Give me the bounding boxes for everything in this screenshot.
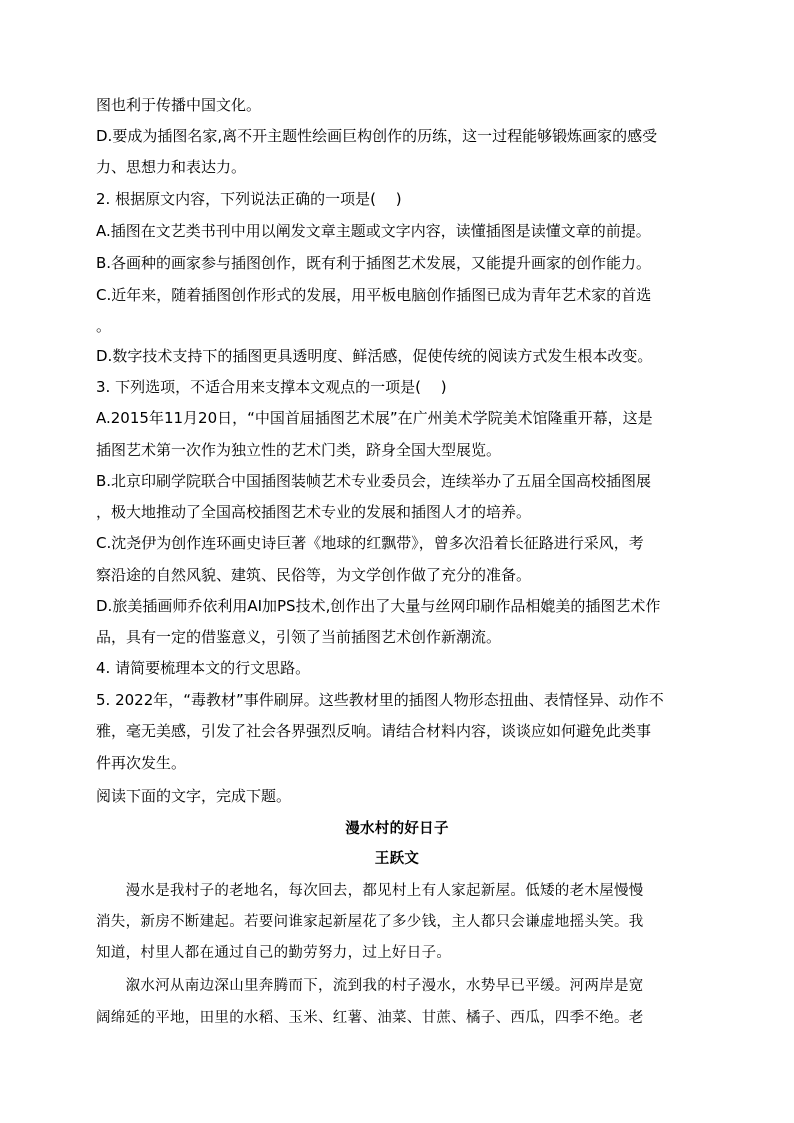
question-4: 4. 请简要梳理本文的行文思路。 [96, 659, 311, 677]
option-a: A.插图在文艺类书刊中用以阐发文章主题或文字内容，读懂插图是读懂文章的前提。 [96, 222, 651, 240]
story-line: 阔绵延的平地，田里的水稻、玉米、红薯、油菜、甘蔗、橘子、西瓜，四季不绝。老 [96, 1010, 644, 1026]
option-d: D.旅美插画师乔依利用AI加PS技术,创作出了大量与丝网印刷作品相媲美的插图艺术作 [96, 597, 661, 615]
story-line: 漫水是我村子的老地名，每次回去，都见村上有人家起新屋。低矮的老木屋慢慢 [96, 883, 644, 899]
story-line: 消失，新房不断建起。若要问谁家起新屋花了多少钱，主人都只会谦虚地摇头笑。我 [96, 914, 644, 930]
question-5: 5. 2022年，“毒教材”事件刷屏。这些教材里的插图人物形态扭曲、表情怪异、动作不 [96, 691, 664, 709]
option-d: D.数字技术支持下的插图更具透明度、鲜活感，促使传统的阅读方式发生根本改变。 [96, 347, 653, 365]
story-line: 知道，村里人都在通过自己的勤劳努力，过上好日子。 [96, 945, 452, 961]
text-line: 力、思想力和表达力。 [96, 158, 247, 176]
text-line: ，极大地推动了全国高校插图艺术专业的发展和插图人才的培养。 [96, 503, 532, 521]
text-line: 。 [96, 317, 112, 335]
option-c: C.沈尧伊为创作连环画史诗巨著《地球的红飘带》，曾多次沿着长征路进行采风，考 [96, 534, 644, 552]
story-author: 王跃文 [374, 850, 420, 867]
text-line: 品，具有一定的借鉴意义，引领了当前插图艺术创作新潮流。 [96, 628, 502, 646]
option-b: B.各画种的画家参与插图创作，既有利于插图艺术发展，又能提升画家的创作能力。 [96, 254, 652, 272]
option-b: B.北京印刷学院联合中国插图装帧艺术专业委员会，连续举办了五届全国高校插图展 [96, 472, 652, 490]
question-3: 3. 下列选项，不适合用来支撑本文观点的一项是( ) [96, 378, 447, 396]
question-2: 2. 根据原文内容，下列说法正确的一项是( ) [96, 190, 402, 208]
text-line: D.要成为插图名家,离不开主题性绘画巨构创作的历练，这一过程能够锻炼画家的感受 [96, 127, 658, 145]
text-line: 插图艺术第一次作为独立性的艺术门类，跻身全国大型展览。 [96, 441, 502, 459]
option-c: C.近年来，随着插图创作形式的发展，用平板电脑创作插图已成为青年艺术家的首选 [96, 286, 652, 304]
text-line: 雅，毫无美感，引发了社会各界强烈反响。请结合材料内容，谈谈应如何避免此类事 [96, 722, 652, 740]
text-line: 件再次发生。 [96, 754, 187, 772]
story-line: 溆水河从南边深山里奔腾而下，流到我的村子漫水，水势早已平缓。河两岸是宽 [96, 978, 644, 994]
story-title: 漫水村的好日子 [345, 820, 449, 837]
option-a: A.2015年11月20日，“中国首届插图艺术展”在广州美术学院美术馆隆重开幕，这是 [96, 409, 653, 427]
text-line: 图也利于传播中国文化。 [96, 96, 262, 114]
text-line: 察沿途的自然风貌、建筑、民俗等，为文学创作做了充分的准备。 [96, 566, 532, 584]
reading-instruction: 阅读下面的文字，完成下题。 [96, 787, 292, 805]
